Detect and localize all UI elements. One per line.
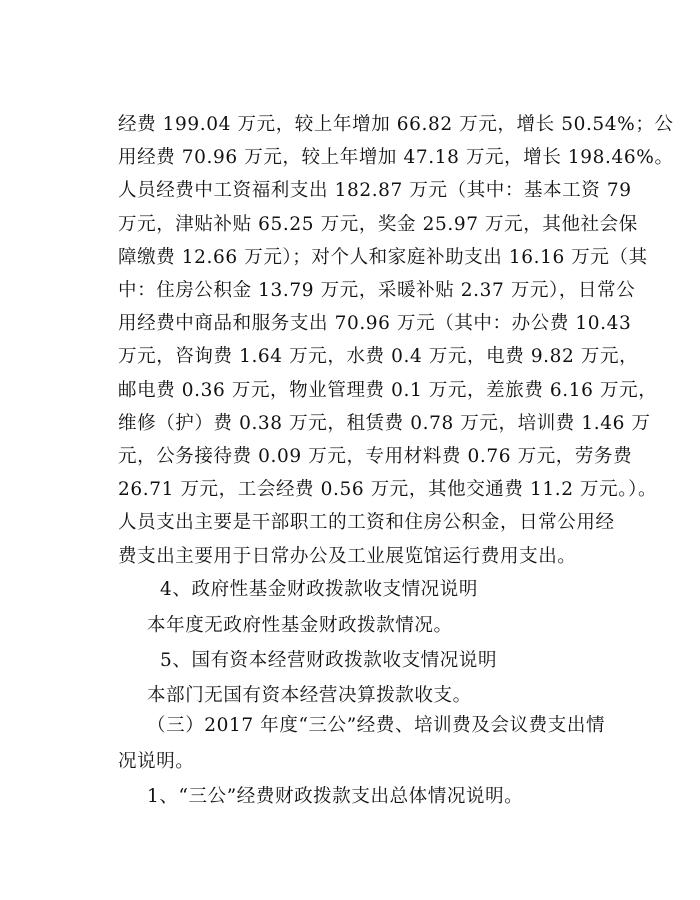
paragraph-line: 元，公务接待费 0.09 万元，专用材料费 0.76 万元，劳务费 bbox=[118, 446, 633, 467]
paragraph-line: 邮电费 0.36 万元，物业管理费 0.1 万元，差旅费 6.16 万元， bbox=[118, 379, 658, 401]
paragraph-line: 费支出主要用于日常办公及工业展览馆运行费用支出。 bbox=[118, 545, 577, 567]
paragraph-line: 人员支出主要是干部职工的工资和住房公积金，日常公用经 bbox=[118, 512, 615, 534]
section-3-heading: （三）2017 年度“三公”经费、培训费及会议费支出情 bbox=[147, 715, 606, 736]
paragraph-line: 26.71 万元，工会经费 0.56 万元，其他交通费 11.2 万元。）。 bbox=[118, 479, 658, 501]
paragraph-line: 万元，津贴补贴 65.25 万元，奖金 25.97 万元，其他社会保 bbox=[118, 213, 638, 235]
section-3-heading-continued: 况说明。 bbox=[118, 751, 195, 772]
paragraph-line: 中：住房公积金 13.79 万元，采暖补贴 2.37 万元），日常公 bbox=[118, 280, 636, 301]
paragraph-line: 万元，咨询费 1.64 万元，水费 0.4 万元，电费 9.82 万元， bbox=[118, 346, 639, 368]
section-3-1-heading: 1、“三公”经费财政拨款支出总体情况说明。 bbox=[147, 786, 524, 807]
section-4-heading: 4、政府性基金财政拨款收支情况说明 bbox=[160, 579, 478, 600]
paragraph-line: 用经费 70.96 万元，较上年增加 47.18 万元，增长 198.46%。 bbox=[118, 147, 674, 169]
paragraph-line: 用经费中商品和服务支出 70.96 万元（其中：办公费 10.43 bbox=[118, 313, 632, 335]
paragraph-line: 障缴费 12.66 万元）；对个人和家庭补助支出 16.16 万元（其 bbox=[118, 246, 648, 268]
section-5-text: 本部门无国有资本经营决算拨款收支。 bbox=[147, 685, 472, 706]
section-4-text: 本年度无政府性基金财政拨款情况。 bbox=[147, 615, 453, 636]
paragraph-line: 维修（护）费 0.38 万元，租赁费 0.78 万元，培训费 1.46 万 bbox=[118, 412, 651, 434]
paragraph-line: 人员经费中工资福利支出 182.87 万元（其中：基本工资 79 bbox=[118, 180, 632, 202]
paragraph-line: 经费 199.04 万元，较上年增加 66.82 万元，增长 50.54%；公 bbox=[118, 114, 674, 135]
section-5-heading: 5、国有资本经营财政拨款收支情况说明 bbox=[160, 650, 498, 671]
